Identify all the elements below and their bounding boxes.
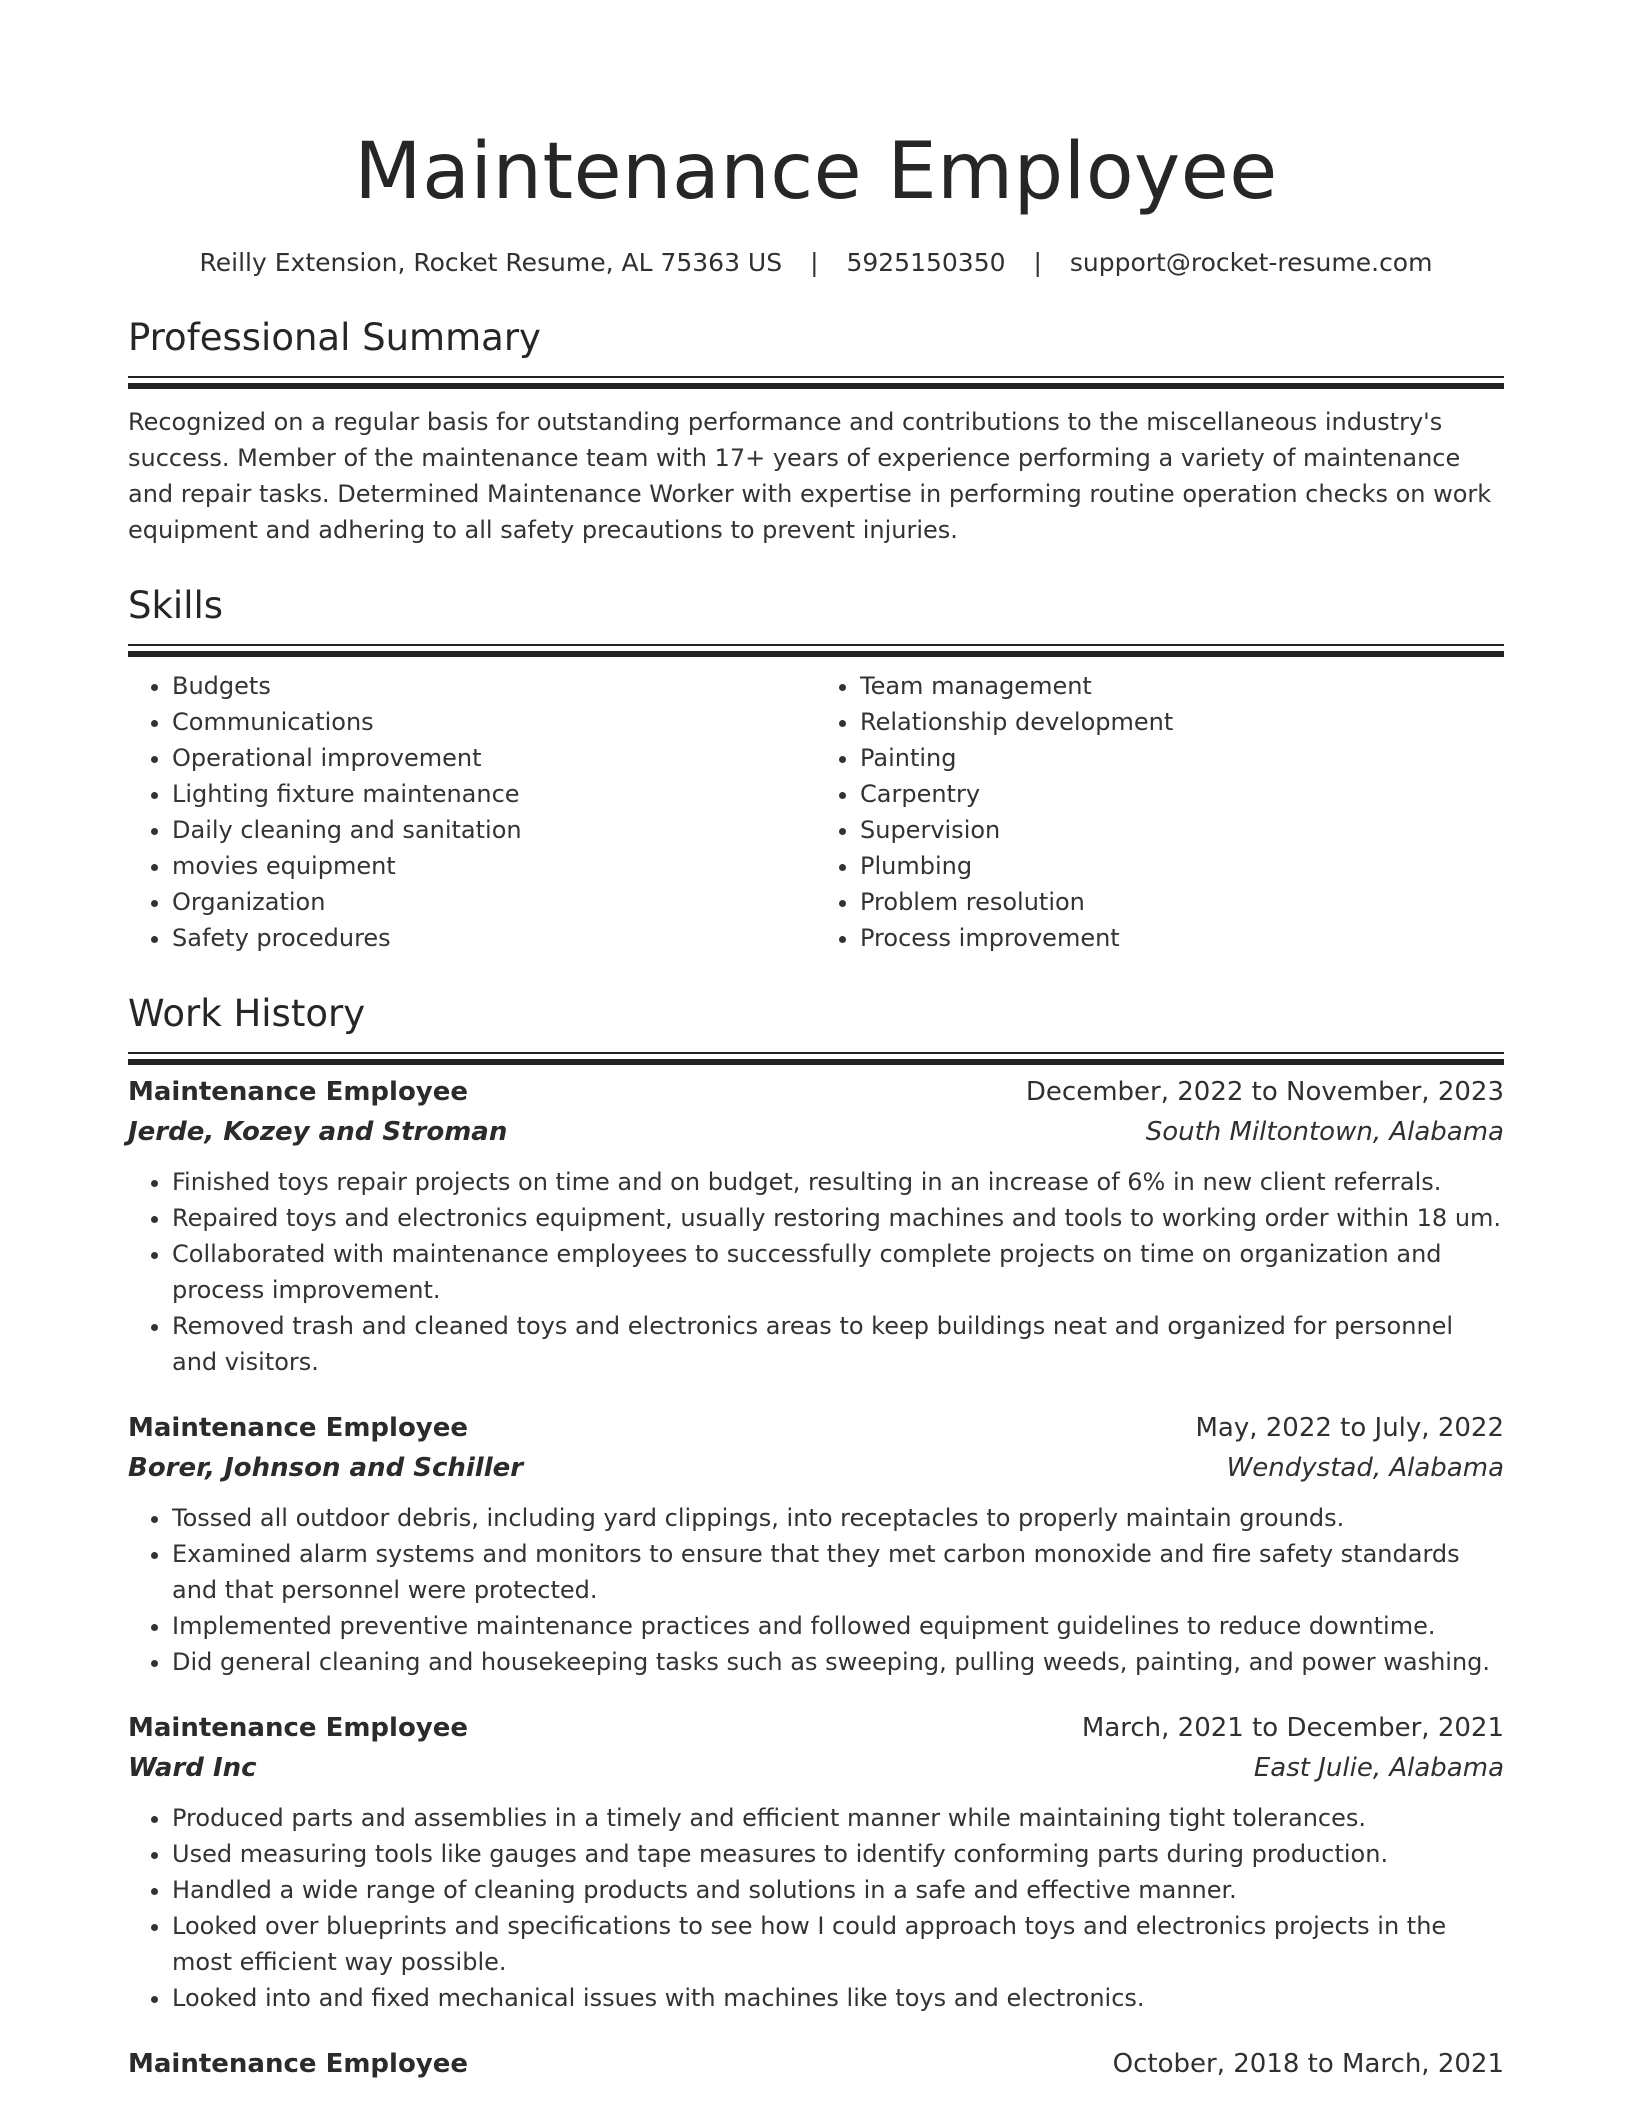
- section-divider: [128, 376, 1504, 378]
- resume-page: [128, 0, 1504, 2084]
- job-header-row: [128, 1408, 1504, 1448]
- job-bullet: • Removed trash and cleaned toys and electronics areas to keep buildings neat and organized for personnel and visitors.: [172, 1308, 1504, 1380]
- section-divider: [128, 1052, 1504, 1054]
- job-location: East Julie, Alabama: [1253, 1753, 1504, 1783]
- skill-item: • movies equipment: [172, 848, 816, 884]
- summary-heading: Professional Summary: [128, 316, 541, 359]
- job-company: Borer, Johnson and Schiller: [128, 1453, 524, 1483]
- skills-list-left: [128, 668, 816, 956]
- resume-title: Maintenance Employee: [354, 127, 1278, 217]
- job-company-row: [128, 1748, 1504, 1788]
- job-title: Maintenance Employee: [128, 1713, 469, 1743]
- skill-item: • Communications: [172, 704, 816, 740]
- skills-list-right: [816, 668, 1504, 956]
- job-title: Maintenance Employee: [128, 2049, 469, 2079]
- job-bullet: • Finished toys repair projects on time and on budget, resulting in an increase of 6% in new client referrals.: [172, 1164, 1504, 1200]
- job-bullets: [128, 1500, 1504, 1680]
- skill-item: • Supervision: [860, 812, 1504, 848]
- job-bullet: • Repaired toys and electronics equipment, usually restoring machines and tools to working order within 18 um.: [172, 1200, 1504, 1236]
- job-company-row: [128, 1112, 1504, 1152]
- skill-item: • Safety procedures: [172, 920, 816, 956]
- job-title: Maintenance Employee: [128, 1413, 469, 1443]
- job-header-row: [128, 1072, 1504, 1112]
- contact-line: [128, 246, 1504, 280]
- skill-item: • Organization: [172, 884, 816, 920]
- job-title: Maintenance Employee: [128, 1077, 469, 1107]
- job-entry: [128, 1708, 1504, 2016]
- job-location: Wendystad, Alabama: [1226, 1453, 1504, 1483]
- skills-heading: Skills: [128, 584, 224, 627]
- job-dates: October, 2018 to March, 2021: [1112, 2049, 1504, 2079]
- job-bullet: • Handled a wide range of cleaning products and solutions in a safe and effective manner.: [172, 1872, 1504, 1908]
- summary-section: [128, 314, 1504, 548]
- job-company-row: [128, 1448, 1504, 1488]
- job-entry: [128, 1408, 1504, 1680]
- skill-item: • Carpentry: [860, 776, 1504, 812]
- section-divider: [128, 644, 1504, 646]
- job-entry: [128, 2044, 1504, 2084]
- job-bullet: • Looked over blueprints and specifications to see how I could approach toys and electronics projects in the most efficient way possible.: [172, 1908, 1504, 1980]
- skill-item: • Painting: [860, 740, 1504, 776]
- job-dates: March, 2021 to December, 2021: [1081, 1713, 1504, 1743]
- summary-text: Recognized on a regular basis for outstanding performance and contributions to the miscellaneous industry's success. Member of the maintenance team with 17+ years of experience performing a variety of maintenance and repair tasks. Determined Maintenance Worker with expertise in performing routine operation checks on work equipment and adhering to all safety precautions to prevent injuries.: [128, 408, 1492, 544]
- job-bullets: [128, 1164, 1504, 1380]
- work-history-section: [128, 990, 1504, 2084]
- contact-phone: 5925150350: [846, 248, 1006, 277]
- job-dates: December, 2022 to November, 2023: [1025, 1077, 1504, 1107]
- job-bullet: • Collaborated with maintenance employees to successfully complete projects on time on organization and process improvement.: [172, 1236, 1504, 1308]
- job-bullet: • Looked into and fixed mechanical issues with machines like toys and electronics.: [172, 1980, 1504, 2016]
- skill-item: • Problem resolution: [860, 884, 1504, 920]
- skill-item: • Team management: [860, 668, 1504, 704]
- job-location: South Miltontown, Alabama: [1145, 1117, 1504, 1147]
- job-entry: [128, 1072, 1504, 1380]
- skill-item: • Process improvement: [860, 920, 1504, 956]
- skills-columns: [128, 668, 1504, 956]
- contact-separator: |: [1033, 248, 1042, 277]
- job-bullet: • Produced parts and assemblies in a timely and efficient manner while maintaining tight tolerances.: [172, 1800, 1504, 1836]
- job-header-row: [128, 2044, 1504, 2084]
- job-bullet: • Did general cleaning and housekeeping tasks such as sweeping, pulling weeds, painting, and power washing.: [172, 1644, 1504, 1680]
- skills-section: [128, 582, 1504, 956]
- job-company: Jerde, Kozey and Stroman: [128, 1117, 508, 1147]
- job-company: Ward Inc: [128, 1753, 257, 1783]
- job-bullet: • Used measuring tools like gauges and tape measures to identify conforming parts during production.: [172, 1836, 1504, 1872]
- skill-item: • Plumbing: [860, 848, 1504, 884]
- job-bullet: • Examined alarm systems and monitors to ensure that they met carbon monoxide and fire safety standards and that personnel were protected.: [172, 1536, 1504, 1608]
- job-bullet: • Implemented preventive maintenance practices and followed equipment guidelines to reduce downtime.: [172, 1608, 1504, 1644]
- job-bullets: [128, 1800, 1504, 2016]
- contact-separator: |: [810, 248, 819, 277]
- skill-item: • Budgets: [172, 668, 816, 704]
- contact-email: support@rocket-resume.com: [1069, 248, 1433, 277]
- skill-item: • Daily cleaning and sanitation: [172, 812, 816, 848]
- skill-item: • Lighting fixture maintenance: [172, 776, 816, 812]
- skill-item: • Operational improvement: [172, 740, 816, 776]
- contact-address: Reilly Extension, Rocket Resume, AL 75363 US: [199, 248, 783, 277]
- job-bullet: • Tossed all outdoor debris, including yard clippings, into receptacles to properly maintain grounds.: [172, 1500, 1504, 1536]
- skill-item: • Relationship development: [860, 704, 1504, 740]
- job-header-row: [128, 1708, 1504, 1748]
- job-dates: May, 2022 to July, 2022: [1195, 1413, 1504, 1443]
- work-history-heading: Work History: [128, 992, 366, 1035]
